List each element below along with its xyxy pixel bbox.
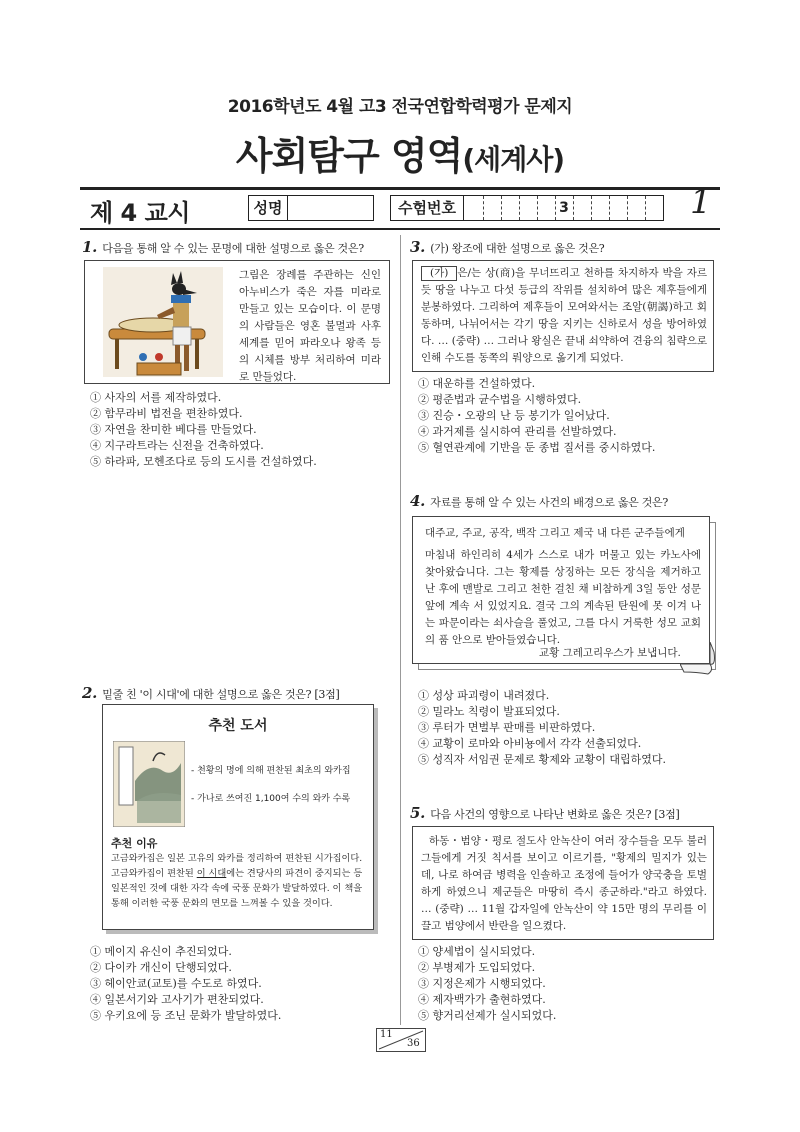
- option-4[interactable]: ④ 일본서기와 고사기가 편찬되었다.: [90, 993, 264, 1006]
- option-1[interactable]: ① 메이지 유신이 추진되었다.: [90, 945, 232, 958]
- reason-title: 추천 이유: [111, 837, 158, 850]
- question-3-number: 3.: [410, 238, 426, 256]
- exam-number-cell[interactable]: [519, 196, 538, 220]
- question-2: [82, 684, 339, 702]
- anubis-mummy-image: [103, 267, 223, 377]
- option-3[interactable]: ③ 자연을 찬미한 베다를 만들었다.: [90, 423, 257, 436]
- book-bullet-2: - 가나로 쓰여진 1,100여 수의 와카 수록: [191, 794, 351, 804]
- recommend-title: 추천 도서: [208, 718, 268, 734]
- exam-title-subject: (세계사): [462, 143, 565, 176]
- reason-text: [111, 851, 367, 911]
- question-5-text: 다음 사건의 영향으로 나타난 변화로 옳은 것은? [3점]: [430, 808, 680, 821]
- question-1-number: 1.: [82, 238, 98, 256]
- exam-number-field[interactable]: [390, 195, 664, 221]
- question-2-number: 2.: [82, 684, 98, 702]
- exam-number-cell[interactable]: [591, 196, 610, 220]
- header-bottom-rule: [80, 228, 720, 230]
- question-3-passage: [421, 265, 707, 367]
- page-counter-current: 11: [380, 1029, 393, 1040]
- question-5-number: 5.: [410, 804, 426, 822]
- header-top-rule: [80, 187, 720, 190]
- option-4[interactable]: ④ 제자백가가 출현하였다.: [418, 993, 546, 1006]
- book-bullet-1: - 천황의 명에 의해 편찬된 최초의 와카집: [191, 766, 351, 776]
- reason-text-before: 고금와카집은 일본 고유의 와카를 정리하여 편찬된 시가집이다. 고금와카집이 편찬된: [111, 853, 363, 879]
- exam-subtitle: 2016학년도 4월 고3 전국연합학력평가 문제지: [227, 97, 573, 117]
- blank-ga: (가): [421, 266, 457, 281]
- exam-title: [0, 125, 800, 180]
- question-3-options: [418, 376, 655, 456]
- reason-text-after: 에는 견당사의 파견이 중지되는 등 일본적인 것에 대한 자각 속에 국풍 문화가 발달하였다. 이 책을 통해 이러한 국풍 문화의 면모를 느껴볼 수 있을 것이다.: [111, 868, 363, 909]
- exam-number-cell[interactable]: [573, 196, 592, 220]
- option-2[interactable]: ② 밀라노 칙령이 발표되었다.: [418, 705, 560, 718]
- question-4-number: 4.: [410, 492, 426, 510]
- exam-number-cell[interactable]: [483, 196, 502, 220]
- option-1[interactable]: ① 사자의 서를 제작하였다.: [90, 391, 222, 404]
- option-3[interactable]: ③ 진승・오광의 난 등 봉기가 일어났다.: [418, 409, 610, 422]
- question-4: [410, 492, 668, 510]
- option-2[interactable]: ② 평준법과 균수법을 시행하였다.: [418, 393, 582, 406]
- option-4[interactable]: ④ 과거제를 실시하여 관리를 선발하였다.: [418, 425, 617, 438]
- column-divider: [400, 235, 401, 1025]
- reason-text-underline: 이 시대: [196, 868, 227, 879]
- question-5: [410, 804, 679, 822]
- question-5-passage: 하동・범양・평로 절도사 안녹산이 여러 장수들을 모두 불러 그들에게 거짓 칙서를 보이고 이르기를, "황제의 밀지가 있는데, 나로 하여금 병력을 인솔하고 조정에 들어가 양국충을 토벌하게 하였으니 제군들은 마땅히 즉시 종군하라."라고 하였다. … (중략) … 11월 갑자일에 안녹산이 약 15만 명의 무리를 이끌고 범양에서 반란을 일으켰다.: [421, 835, 707, 932]
- page-number: 1: [690, 182, 712, 222]
- exam-number-cell[interactable]: [627, 196, 646, 220]
- exam-number-cell[interactable]: [501, 196, 520, 220]
- page-counter: [376, 1028, 426, 1052]
- option-3[interactable]: ③ 헤이안쿄(교토)를 수도로 하였다.: [90, 977, 262, 990]
- option-4[interactable]: ④ 지구라트라는 신전을 건축하였다.: [90, 439, 264, 452]
- exam-number-cell[interactable]: [537, 196, 556, 220]
- question-3-passage-text: 은/는 상(商)을 무너뜨리고 천하를 차지하자 박을 자르듯 땅을 나누고 다섯 등급의 작위를 설치하여 많은 제후들에게 분봉하였다. 그리하여 제후들이 모여와서는 조알(朝謁)하고 회동하며, 나뉘어서는 각기 땅을 지키는 신하로서 성을 방어하였다. … (중략) … 그러나 왕실은 끝내 쇠약하여 견융의 침략으로 인해 수도를 동쪽의 뤄양으로 옮기게 되었다.: [421, 267, 707, 364]
- question-3-text: (가) 왕조에 대한 설명으로 옳은 것은?: [430, 242, 605, 255]
- exam-number-cell[interactable]: [645, 196, 663, 220]
- option-2[interactable]: ② 부병제가 도입되었다.: [418, 961, 536, 974]
- exam-number-cell[interactable]: [465, 196, 484, 220]
- option-5[interactable]: ⑤ 우키요에 등 조닌 문화가 발달하였다.: [90, 1009, 282, 1022]
- option-1[interactable]: ① 양세법이 실시되었다.: [418, 945, 536, 958]
- letter-body: 마침내 하인리히 4세가 스스로 내가 머물고 있는 카노사에 찾아왔습니다. 그는 황제를 상징하는 모든 장식을 제거하고 난 후에 맨발로 그리고 천한 걸친 채 비참하게 3일 동안 성문 앞에 계속 서 있었지요. 결국 그의 계속된 탄원에 못 이겨 나는 파문이라는 쇠사슬을 풀었고, 그를 다시 거룩한 성모 교회의 품 안으로 받아들였습니다.: [425, 549, 701, 646]
- letter-greeting: 대주교, 주교, 공작, 백작 그리고 제국 내 다른 군주들에게: [425, 527, 685, 539]
- option-5[interactable]: ⑤ 혈연관계에 기반을 둔 종법 질서를 중시하였다.: [418, 441, 656, 454]
- book-cover-image: [113, 741, 185, 827]
- question-5-options: [418, 944, 556, 1024]
- question-3-passage-box: [412, 260, 714, 372]
- option-1[interactable]: ① 성상 파괴령이 내려졌다.: [418, 689, 550, 702]
- option-5[interactable]: ⑤ 하라파, 모헨조다로 등의 도시를 건설하였다.: [90, 455, 317, 468]
- question-1-passage: 그림은 장례를 주관하는 신인 아누비스가 죽은 자를 미라로 만들고 있는 모습이다. 이 문명의 사람들은 영혼 불멸과 사후 세계를 믿어 파라오나 왕족 등의 시체를 방부 처리하여 미라로 만들었다.: [239, 269, 381, 383]
- option-2[interactable]: ② 다이카 개신이 단행되었다.: [90, 961, 232, 974]
- name-label: 성명: [249, 196, 288, 220]
- page-curl-icon: [680, 642, 716, 676]
- name-field[interactable]: [248, 195, 374, 221]
- option-4[interactable]: ④ 교황이 로마와 아비뇽에서 각각 선출되었다.: [418, 737, 642, 750]
- exam-number-label: 수험번호: [391, 196, 464, 220]
- option-5[interactable]: ⑤ 향거리선제가 실시되었다.: [418, 1009, 557, 1022]
- question-1-text: 다음을 통해 알 수 있는 문명에 대한 설명으로 옳은 것은?: [102, 242, 364, 255]
- option-3[interactable]: ③ 지정은제가 시행되었다.: [418, 977, 546, 990]
- question-2-text: 밑줄 친 '이 시대'에 대한 설명으로 옳은 것은? [3점]: [102, 688, 340, 701]
- question-5-passage-box: [412, 826, 714, 940]
- exam-period: 제 4 교시: [90, 199, 190, 227]
- question-1-passage-box: [84, 260, 390, 384]
- question-4-options: [418, 688, 666, 768]
- option-1[interactable]: ① 대운하를 건설하였다.: [418, 377, 536, 390]
- option-3[interactable]: ③ 루터가 면벌부 판매를 비판하였다.: [418, 721, 596, 734]
- letter-signature: 교황 그레고리우스가 보냅니다.: [539, 647, 681, 659]
- question-4-text: 자료를 통해 알 수 있는 사건의 배경으로 옳은 것은?: [430, 496, 668, 509]
- question-2-options: [90, 944, 281, 1024]
- question-4-letter-box: [412, 516, 710, 664]
- question-1: [82, 238, 364, 256]
- page-counter-total: 36: [407, 1038, 420, 1049]
- option-2[interactable]: ② 함무라비 법전을 편찬하였다.: [90, 407, 243, 420]
- question-1-options: [90, 390, 317, 470]
- exam-title-main: 사회탐구 영역: [235, 134, 463, 178]
- exam-number-cell-digit: 3: [555, 196, 574, 220]
- option-5[interactable]: ⑤ 성직자 서임권 문제로 황제와 교황이 대립하였다.: [418, 753, 666, 766]
- question-2-recommend-box: [102, 704, 374, 930]
- question-3: [410, 238, 604, 256]
- exam-number-cell[interactable]: [609, 196, 628, 220]
